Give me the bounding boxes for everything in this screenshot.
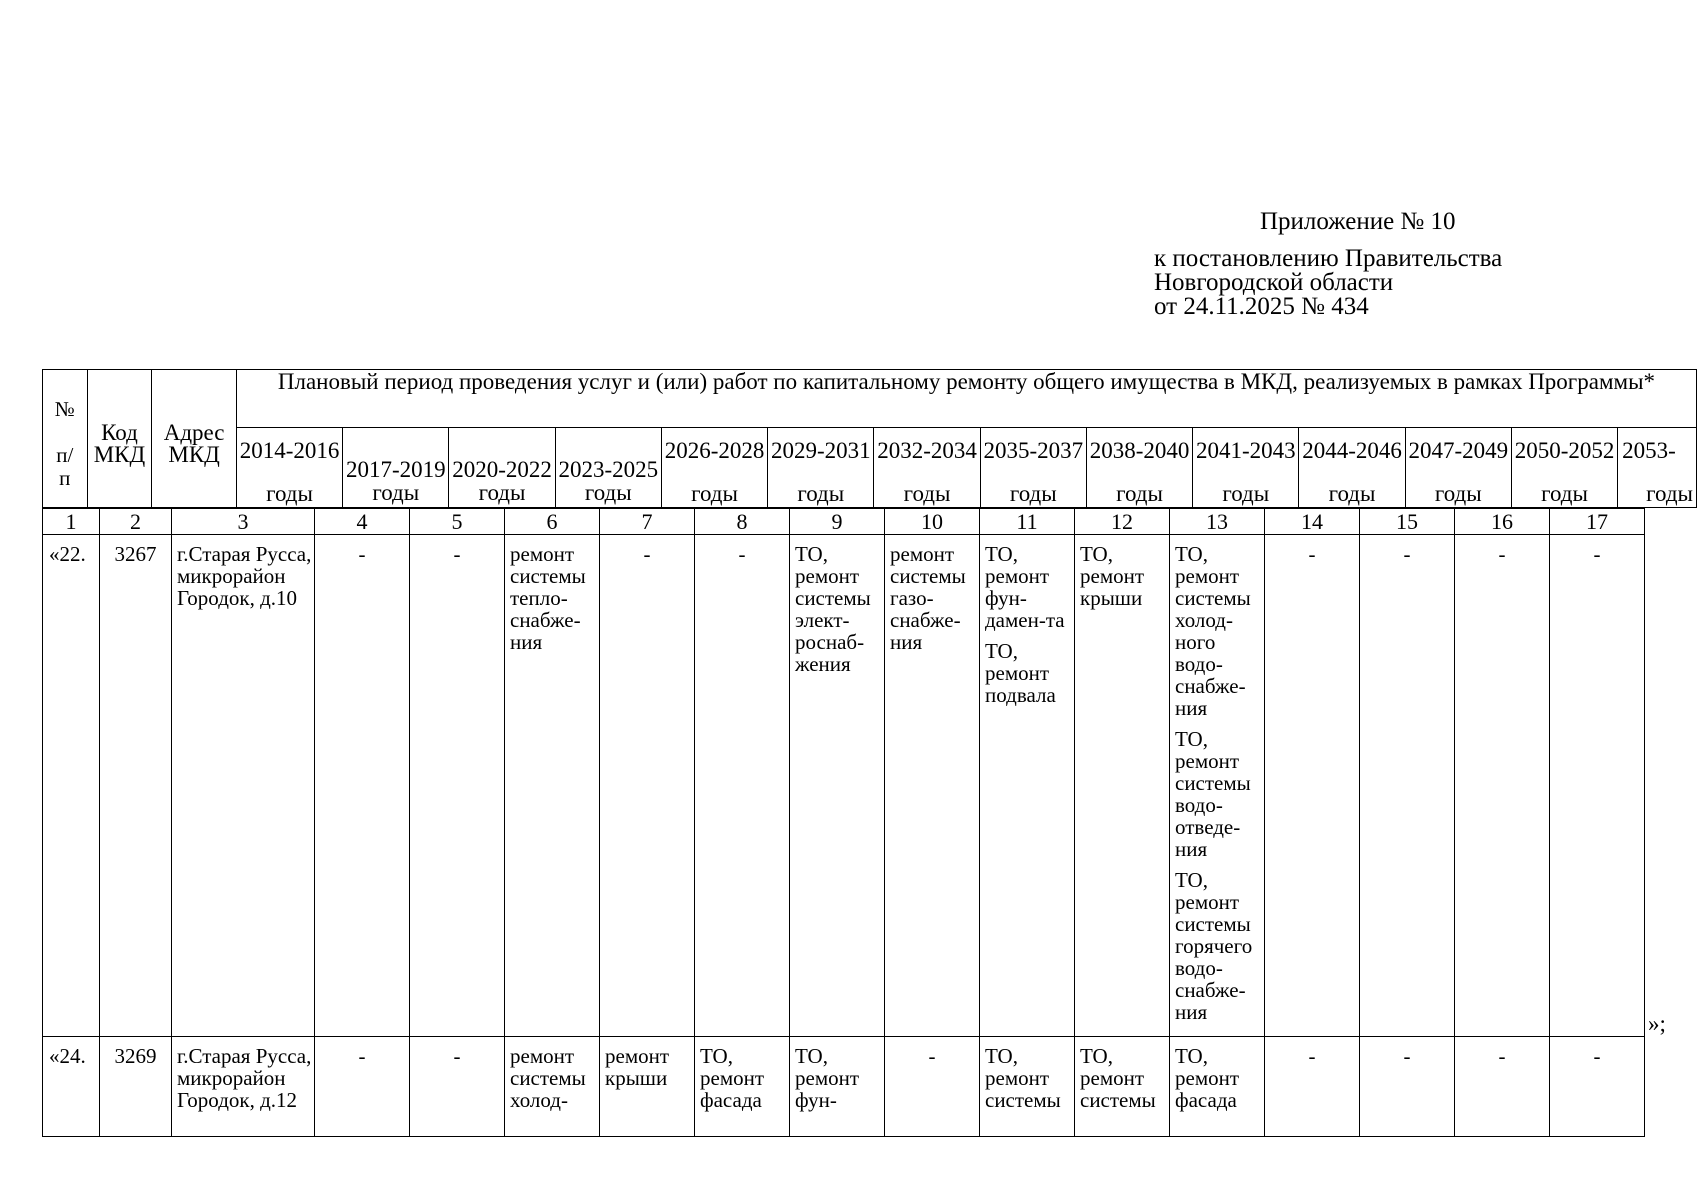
cell-empty: - [410, 535, 505, 1037]
work-item: ТО, ремонт системы [985, 1044, 1061, 1112]
period-years: 2017-2019 [345, 457, 446, 482]
cell-empty: - [1265, 1037, 1360, 1137]
period-years: 2047-2049 [1408, 438, 1509, 463]
work-item: ремонт системы тепло-снабже-ния [510, 542, 586, 654]
column-number: 3 [172, 509, 315, 535]
table-row [43, 1037, 1645, 1137]
period-years: 2053- [1622, 438, 1676, 463]
cell-empty: - [1550, 535, 1645, 1037]
cell-work [1075, 1037, 1170, 1137]
work-item: ремонт системы газо-снабже-ния [890, 542, 966, 654]
cell-empty: - [1360, 1037, 1455, 1137]
column-number: 12 [1075, 509, 1170, 535]
work-item: ТО, ремонт системы горячего водо-снабже-ния [1175, 868, 1253, 1024]
cell-empty: - [1550, 1037, 1645, 1137]
column-number-row [43, 509, 1645, 535]
column-number: 7 [600, 509, 695, 535]
period-years: 2044-2046 [1302, 438, 1402, 463]
header-period-2047 [1405, 428, 1511, 508]
period-years: 2023-2025 [558, 457, 659, 482]
row-code: 3267 [100, 535, 172, 1037]
column-number: 9 [790, 509, 885, 535]
cell-work [790, 535, 885, 1037]
cell-work [600, 1037, 695, 1137]
cell-empty: - [1455, 1037, 1550, 1137]
header-period-2035 [980, 428, 1086, 508]
period-years: 2035-2037 [983, 438, 1084, 463]
header-period-2038 [1086, 428, 1192, 508]
header-period-2050 [1511, 428, 1617, 508]
period-suffix: годы [584, 480, 632, 505]
work-item: ТО, ремонт крыши [1080, 542, 1145, 610]
column-number: 2 [100, 509, 172, 535]
column-number: 1 [43, 509, 100, 535]
header-period-2023 [555, 428, 661, 508]
row-number: «24. [43, 1037, 100, 1137]
cell-work [885, 535, 980, 1037]
column-number: 17 [1550, 509, 1645, 535]
row-address: г.Старая Русса, микрорайон Городок, д.10 [172, 535, 315, 1037]
period-suffix: годы [1009, 481, 1057, 506]
column-number: 10 [885, 509, 980, 535]
period-years: 2032-2034 [877, 438, 977, 463]
period-years: 2038-2040 [1089, 438, 1190, 463]
period-suffix: годы [691, 481, 738, 506]
period-years: 2014-2016 [239, 438, 340, 463]
header-period-2041 [1193, 428, 1299, 508]
column-number: 11 [980, 509, 1075, 535]
row-address: г.Старая Русса, микрорайон Городок, д.12 [172, 1037, 315, 1137]
cell-work [980, 1037, 1075, 1137]
appendix-date-line: от 24.11.2025 № 434 [1154, 293, 1369, 320]
header-period-2032 [874, 428, 980, 508]
column-number: 14 [1265, 509, 1360, 535]
period-suffix: годы [1222, 481, 1270, 506]
header-period-2017 [343, 428, 449, 508]
work-item: ТО, ремонт подвала [985, 639, 1056, 707]
appendix-region-line: Новгородской области [1154, 269, 1394, 296]
appendix-decree-line: к постановлению Правительства [1154, 245, 1503, 272]
column-number: 6 [505, 509, 600, 535]
work-item: ремонт системы холод- [510, 1044, 586, 1112]
period-years: 2041-2043 [1195, 438, 1296, 463]
cell-empty: - [695, 535, 790, 1037]
period-suffix: годы [478, 480, 526, 505]
column-number: 16 [1455, 509, 1550, 535]
period-suffix: годы [903, 481, 951, 506]
period-suffix: годы [1541, 481, 1588, 506]
work-item: ТО, ремонт системы [1080, 1044, 1156, 1112]
period-suffix: годы [1116, 481, 1163, 506]
header-address: Адрес МКД [152, 370, 237, 508]
cell-empty: - [410, 1037, 505, 1137]
cell-empty: - [1455, 535, 1550, 1037]
work-item: ТО, ремонт фасада [700, 1044, 765, 1112]
period-years: 2029-2031 [770, 438, 871, 463]
work-item: ремонт крыши [605, 1044, 670, 1090]
period-suffix: годы [372, 480, 420, 505]
period-suffix: годы [797, 481, 845, 506]
closing-quote-mark: »; [1648, 1011, 1666, 1036]
header-period-title: Плановый период проведения услуг и (или) работ по капитальному ремонту общего имущества в МКД, реализуемых в рамках Программы* [236, 370, 1696, 428]
header-period-2020 [449, 428, 555, 508]
cell-empty: - [1265, 535, 1360, 1037]
cell-work [1075, 535, 1170, 1037]
work-item: ТО, ремонт фасада [1175, 1044, 1240, 1112]
cell-work [695, 1037, 790, 1137]
row-number: «22. [43, 535, 100, 1037]
header-code: Код МКД [87, 370, 152, 508]
work-item: ТО, ремонт системы элект-роснаб-жения [795, 542, 871, 676]
table-body [42, 508, 1645, 1137]
work-item: ТО, ремонт фун- [795, 1044, 860, 1112]
header-period-2053 [1618, 428, 1697, 508]
cell-empty: - [885, 1037, 980, 1137]
cell-work [505, 535, 600, 1037]
work-item: ТО, ремонт системы водо-отведе-ния [1175, 727, 1251, 861]
period-years: 2020-2022 [452, 457, 552, 482]
cell-empty: - [315, 1037, 410, 1137]
column-number: 15 [1360, 509, 1455, 535]
column-number: 8 [695, 509, 790, 535]
period-suffix: годы [1646, 481, 1694, 506]
period-years: 2026-2028 [664, 438, 765, 463]
row-code: 3269 [100, 1037, 172, 1137]
period-suffix: годы [266, 481, 313, 506]
column-number: 5 [410, 509, 505, 535]
header-period-2029 [768, 428, 874, 508]
cell-empty: - [315, 535, 410, 1037]
cell-work [1170, 535, 1265, 1037]
period-years: 2050-2052 [1514, 438, 1615, 463]
table-header [42, 369, 1697, 508]
cell-work [980, 535, 1075, 1037]
cell-empty: - [1360, 535, 1455, 1037]
header-period-2044 [1299, 428, 1405, 508]
cell-work [790, 1037, 885, 1137]
cell-work [505, 1037, 600, 1137]
appendix-title: Приложение № 10 [1260, 208, 1456, 235]
work-item: ТО, ремонт фун-дамен-та [985, 542, 1065, 632]
period-suffix: годы [1328, 481, 1376, 506]
period-suffix: годы [1434, 481, 1482, 506]
work-item: ТО, ремонт системы холод-ного водо-снабже-ния [1175, 542, 1251, 720]
header-num: № п/ п [43, 370, 88, 508]
column-number: 4 [315, 509, 410, 535]
header-period-2026 [661, 428, 767, 508]
cell-work [1170, 1037, 1265, 1137]
column-number: 13 [1170, 509, 1265, 535]
cell-empty: - [600, 535, 695, 1037]
header-period-2014 [236, 428, 342, 508]
table-row [43, 535, 1645, 1037]
